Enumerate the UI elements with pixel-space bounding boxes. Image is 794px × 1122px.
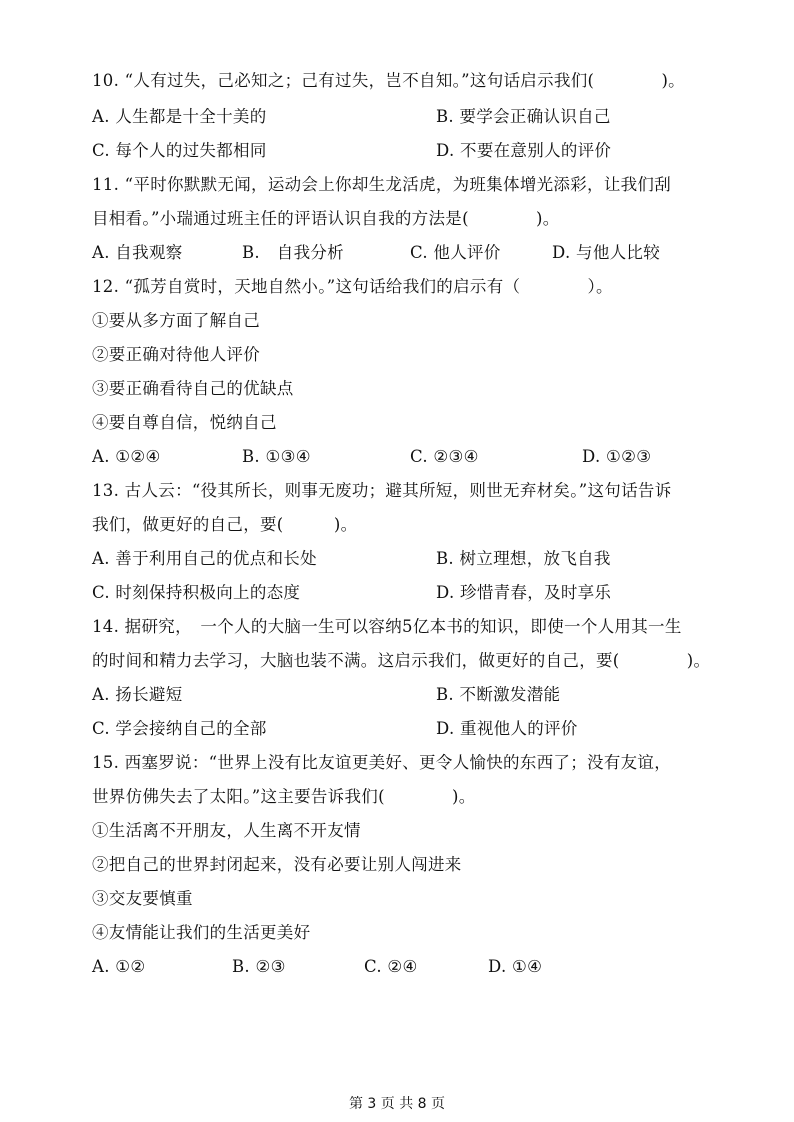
q13-option-c: C. 时刻保持积极向上的态度	[92, 583, 301, 602]
q14-option-b: B. 不断激发潜能	[436, 685, 561, 704]
q10-option-d: D. 不要在意别人的评价	[436, 141, 612, 160]
q12-option-d: D. ①②③	[582, 447, 652, 466]
q15-option-b: B. ②③	[232, 957, 286, 976]
q10-option-b: B. 要学会正确认识自己	[436, 107, 611, 126]
q14-stem-line2: 的时间和精力去学习，大脑也装不满。这启示我们，做更好的自己，要( )。	[92, 651, 711, 670]
q15-stem-line1: 15. 西塞罗说：“世界上没有比友谊更美好、更令人愉快的东西了；没有友谊，	[92, 753, 672, 772]
q15-statement-3: ③交友要慎重	[92, 889, 193, 908]
q10-option-c: C. 每个人的过失都相同	[92, 141, 267, 160]
q13-option-a: A. 善于利用自己的优点和长处	[92, 549, 317, 568]
q12-option-b: B. ①③④	[242, 447, 311, 466]
q12-option-a: A. ①②④	[92, 447, 161, 466]
q12-option-c: C. ②③④	[410, 447, 479, 466]
q11-option-a: A. 自我观察	[92, 243, 183, 262]
q14-option-c: C. 学会接纳自己的全部	[92, 719, 267, 738]
q14-option-d: D. 重视他人的评价	[436, 719, 578, 738]
q11-option-b: B. 自我分析	[242, 243, 344, 262]
q15-statement-2: ②把自己的世界封闭起来，没有必要让别人闯进来	[92, 855, 462, 874]
q12-stem: 12. “孤芳自赏时，天地自然小。”这句话给我们的启示有（ ）。	[92, 277, 613, 296]
q13-option-b: B. 树立理想，放飞自我	[436, 549, 611, 568]
q12-statement-3: ③要正确看待自己的优缺点	[92, 379, 294, 398]
q13-stem-line2: 我们，做更好的自己，要( )。	[92, 515, 358, 534]
q15-stem-line2: 世界仿佛失去了太阳。”这主要告诉我们( )。	[92, 787, 476, 806]
q15-statement-1: ①生活离不开朋友，人生离不开友情	[92, 821, 361, 840]
q15-option-c: C. ②④	[364, 957, 418, 976]
q15-statement-4: ④友情能让我们的生活更美好	[92, 923, 311, 942]
q11-option-d: D. 与他人比较	[552, 243, 661, 262]
page-number-footer: 第 3 页 共 8 页	[348, 1096, 446, 1112]
q13-option-d: D. 珍惜青春，及时享乐	[436, 583, 612, 602]
q12-statement-4: ④要自尊自信，悦纳自己	[92, 413, 277, 432]
q11-option-c: C. 他人评价	[410, 243, 501, 262]
q12-statement-2: ②要正确对待他人评价	[92, 345, 260, 364]
q14-stem-line1: 14. 据研究， 一个人的大脑一生可以容纳5亿本书的知识，即使一个人用其一生	[92, 617, 682, 636]
q13-stem-line1: 13. 古人云：“役其所长，则事无废功；避其所短，则世无弃材矣。”这句话告诉	[92, 481, 672, 500]
q15-option-d: D. ①④	[488, 957, 543, 976]
q11-stem-line2: 目相看。”小瑞通过班主任的评语认识自我的方法是( )。	[92, 209, 560, 228]
q12-statement-1: ①要从多方面了解自己	[92, 311, 260, 330]
q10-option-a: A. 人生都是十全十美的	[92, 107, 267, 126]
q15-option-a: A. ①②	[92, 957, 146, 976]
q10-stem: 10. “人有过失，己必知之；己有过失，岂不自知。”这句话启示我们( )。	[92, 71, 685, 90]
q14-option-a: A. 扬长避短	[92, 685, 183, 704]
q11-stem-line1: 11. “平时你默默无闻，运动会上你却生龙活虎，为班集体增光添彩，让我们刮	[92, 175, 672, 194]
